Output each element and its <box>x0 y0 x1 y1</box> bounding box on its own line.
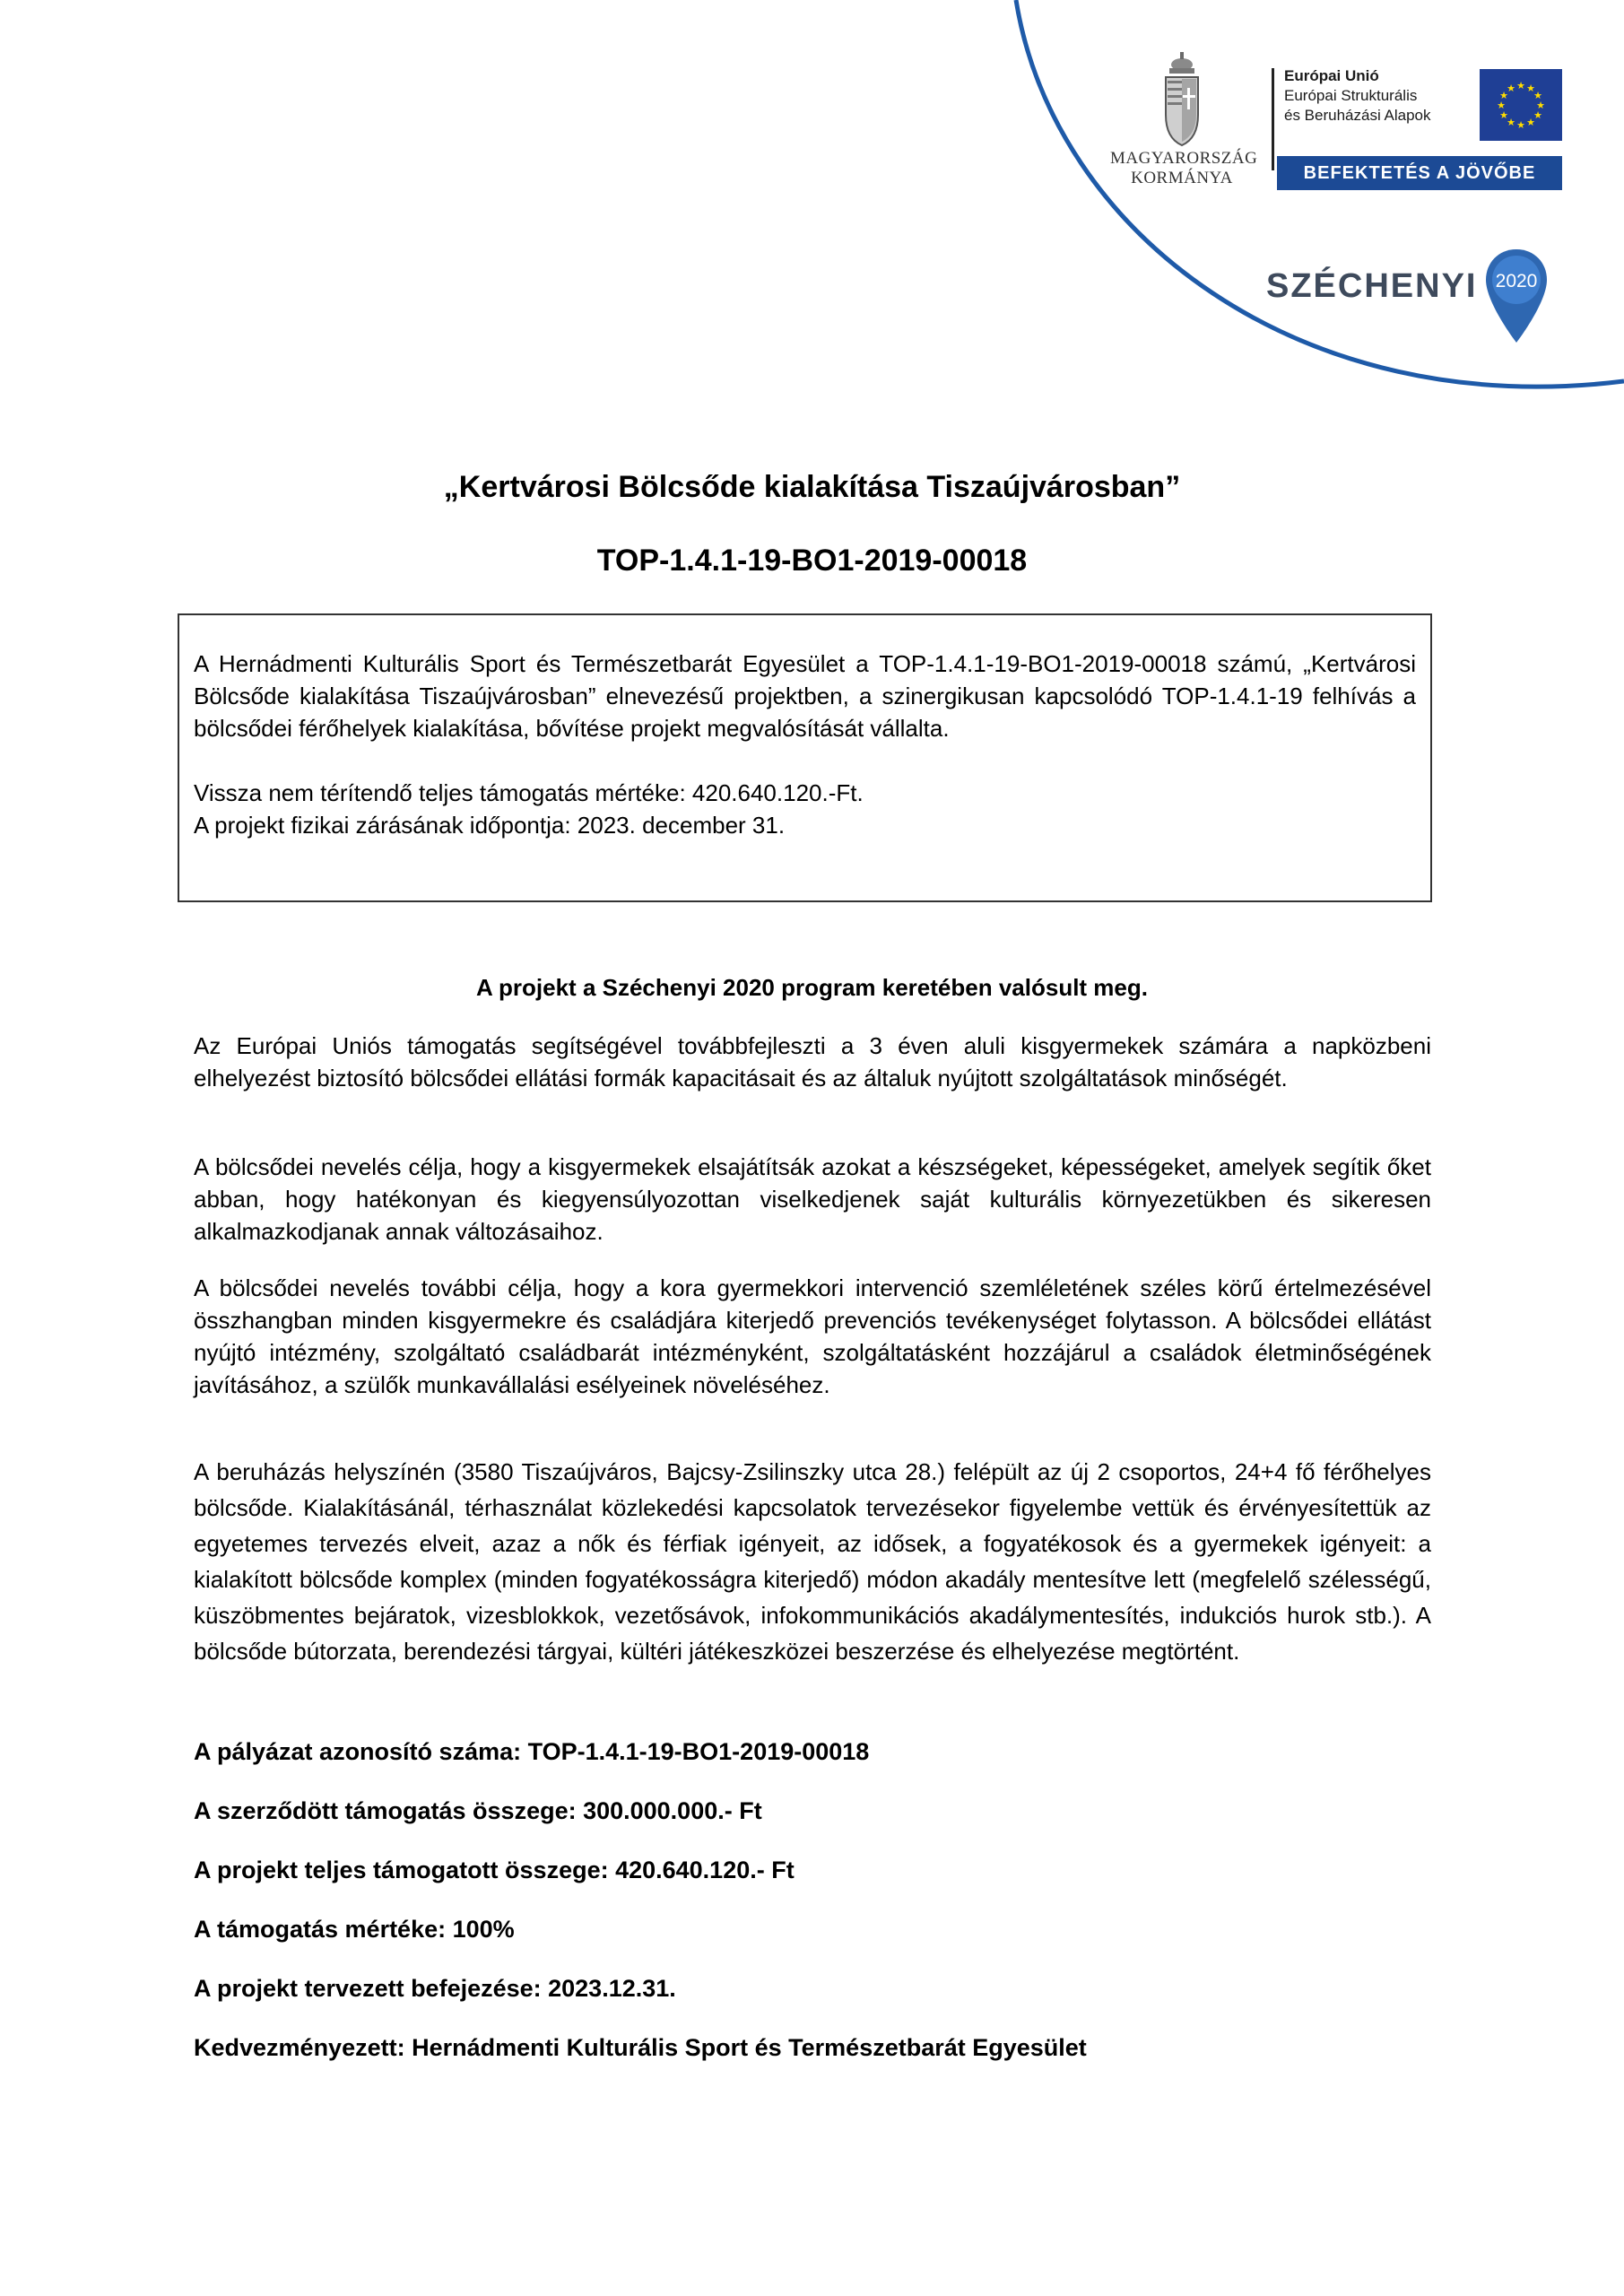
eu-line2: Európai Strukturális <box>1284 87 1418 104</box>
summary-closing-line: A projekt fizikai zárásának időpontja: 2023. december 31. <box>194 812 786 839</box>
eu-slogan-banner: BEFEKTETÉS A JÖVŐBE <box>1277 156 1562 190</box>
svg-text:★: ★ <box>1499 90 1508 101</box>
government-name-line1: MAGYARORSZÁG <box>1110 149 1258 168</box>
paragraph-4: A beruházás helyszínén (3580 Tiszaújváros, Bajcsy-Zsilinszky utca 28.) felépült az új 2 csoportos, 24+4 fő férőhelyes bölcsőde. Kialakításánál, térhasználat közlekedési kapcsolatok tervezésekor figyelembe vettük és érvényesítettük az egyetemes tervezés elveit, azaz a nők és férfiak igényeit, az idősek, a fogyatékosok és a gyermekek igényeit: a kialakított bölcsőde komplex (minden fogyatékosságra kiterjedő) módon akadály mentesítve lett (megfelelő szélességű, küszöbmentes bejáratok, vizesblokkok, vezetősávok, infokommunikációs akadálymentesítés, indukciós hurok stb.). A bölcsőde bútorzata, berendezési tárgyai, kültéri játékeszközei beszerzése és elhelyezése megtörtént. <box>194 1458 1431 1665</box>
hungary-government-logo <box>1110 52 1258 188</box>
eu-funding-logo <box>1272 66 1559 192</box>
svg-text:★: ★ <box>1507 83 1515 94</box>
fact-beneficiary: Kedvezményezett: Hernádmenti Kulturális Sport és Természetbarát Egyesület <box>194 2034 1087 2061</box>
svg-text:★: ★ <box>1499 109 1508 121</box>
szechenyi-year: 2020 <box>1495 271 1538 291</box>
eu-text <box>1284 66 1431 126</box>
paragraph-2: A bölcsődei nevelés célja, hogy a kisgyermekek elsajátítsák azokat a készségeket, képességeket, amelyek segítik őket abban, hogy hatékonyan és kiegyensúlyozottan viselkedjenek saját kulturális környezetükben és sikeresen alkalmazkodjanak annak változásaihoz. <box>194 1153 1431 1245</box>
government-name-line2: KORMÁNYA <box>1131 169 1233 187</box>
fact-total-amount: A projekt teljes támogatott összege: 420.640.120.- Ft <box>194 1857 795 1883</box>
fact-application-id: A pályázat azonosító száma: TOP-1.4.1-19-BO1-2019-00018 <box>194 1738 870 1765</box>
fact-contracted-amount: A szerződött támogatás összege: 300.000.000.- Ft <box>194 1797 762 1824</box>
project-code: TOP-1.4.1-19-BO1-2019-00018 <box>596 544 1028 578</box>
eu-flag-icon <box>1480 69 1562 141</box>
svg-text:★: ★ <box>1497 100 1506 111</box>
szechenyi-wordmark: SZÉCHENYI <box>1266 267 1478 305</box>
fact-support-rate: A támogatás mértéke: 100% <box>194 1916 515 1943</box>
eu-divider <box>1272 68 1274 170</box>
program-statement: A projekt a Széchenyi 2020 program keretében valósult meg. <box>476 974 1148 1001</box>
coat-of-arms-icon <box>1157 52 1207 149</box>
svg-text:★: ★ <box>1516 80 1525 91</box>
svg-text:★: ★ <box>1533 90 1542 101</box>
svg-text:★: ★ <box>1533 109 1542 121</box>
fact-planned-end: A projekt tervezett befejezése: 2023.12.31. <box>194 1975 676 2002</box>
page-title: „Kertvárosi Bölcsőde kialakítása Tiszaújvárosban” <box>443 470 1181 504</box>
svg-text:★: ★ <box>1526 83 1535 94</box>
paragraph-3: A bölcsődei nevelés további célja, hogy a kora gyermekkori intervenció szemléletének széles körű értelmezésével összhangban minden kisgyermekre és családjára kiterjedő prevenciós tevékenységet folytasson. A bölcsődei ellátást nyújtó intézmény, szolgáltató családbarát intézményként, szolgáltatásként hozzájárul a családok életminőségének javításához, a szülők munkavállalási esélyeinek növeléséhez. <box>194 1274 1431 1398</box>
summary-box <box>178 613 1432 902</box>
svg-text:★: ★ <box>1526 117 1535 128</box>
svg-text:★: ★ <box>1536 100 1545 111</box>
svg-text:★: ★ <box>1507 117 1515 128</box>
map-pin-icon <box>1483 248 1550 346</box>
summary-box-content <box>194 648 1416 841</box>
eu-line1: Európai Unió <box>1284 67 1379 84</box>
summary-support-line: Vissza nem térítendő teljes támogatás mértéke: 420.640.120.-Ft. <box>194 779 864 806</box>
eu-line3: és Beruházási Alapok <box>1284 107 1431 124</box>
paragraph-1: Az Európai Uniós támogatás segítségével továbbfejleszti a 3 éven aluli kisgyermekek számára a napközbeni elhelyezést biztosító bölcsődei ellátási formák kapacitásait és az általuk nyújtott szolgáltatások minőségét. <box>194 1032 1431 1091</box>
svg-text:★: ★ <box>1516 119 1525 131</box>
summary-intro: A Hernádmenti Kulturális Sport és Természetbarát Egyesület a TOP-1.4.1-19-BO1-2019-00018 számú, „Kertvárosi Bölcsőde kialakítása Tiszaújvárosban” elnevezésű projektben, a szinergikusan kapcsolódó TOP-1.4.1-19 felhívás a bölcsődei férőhelyek kialakítása, bővítése projekt megvalósítását vállalta. <box>194 650 1416 742</box>
